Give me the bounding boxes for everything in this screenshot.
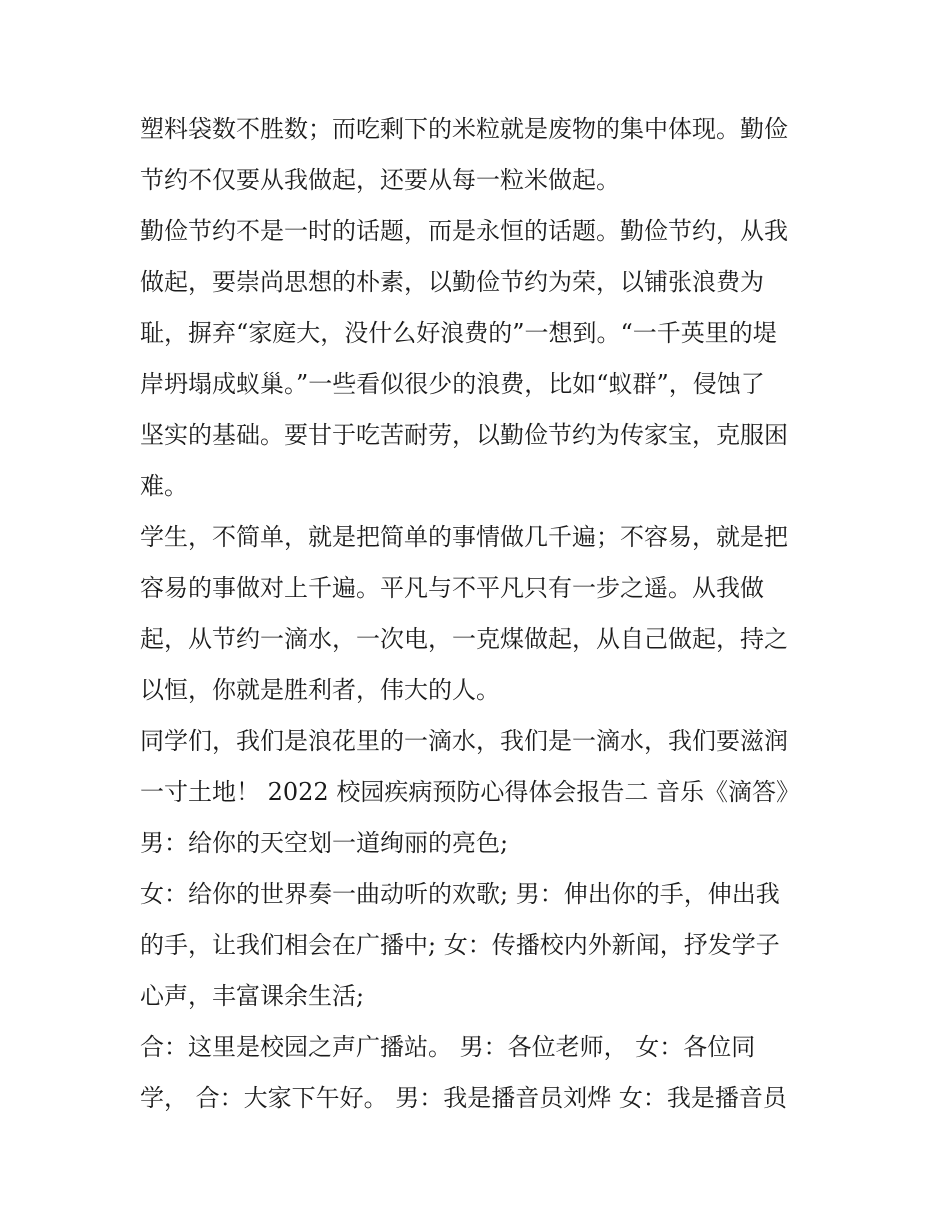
text-line: 容易的事做对上千遍。平凡与不平凡只有一步之遥。从我做 [140, 574, 764, 602]
text-line: 女：给你的世界奏一曲动听的欢歌; 男：伸出你的手，伸出我 [140, 880, 780, 908]
text-line: 同学们，我们是浪花里的一滴水，我们是一滴水，我们要滋润 [140, 727, 788, 755]
text-line: 塑料袋数不胜数；而吃剩下的米粒就是废物的集中体现。勤俭 [140, 115, 788, 143]
text-line: 勤俭节约不是一时的话题，而是永恒的话题。勤俭节约，从我 [140, 217, 788, 245]
text-line: 心声，丰富课余生活; [140, 982, 365, 1010]
text-line: 合：这里是校园之声广播站。 男：各位老师， 女：各位同 [140, 1033, 756, 1061]
text-line: 耻，摒弃“家庭大，没什么好浪费的”一想到。“一千英里的堤 [140, 319, 777, 347]
text-line: 的手，让我们相会在广播中; 女：传播校内外新闻，抒发学子 [140, 931, 780, 959]
text-line: 学， 合：大家下午好。 男：我是播音员刘烨 女：我是播音员 [140, 1084, 787, 1112]
text-line: 节约不仅要从我做起，还要从每一粒米做起。 [140, 166, 620, 194]
text-line: 学生，不简单，就是把简单的事情做几千遍；不容易，就是把 [140, 523, 788, 551]
text-line: 起，从节约一滴水，一次电，一克煤做起，从自己做起，持之 [140, 625, 788, 653]
document-body [140, 104, 820, 1124]
text-line: 以恒，你就是胜利者，伟大的人。 [140, 676, 500, 704]
text-line: 一寸土地！ 2022 校园疾病预防心得体会报告二 音乐《滴答》 [140, 778, 800, 806]
text-line: 岸坍塌成蚁巢。”一些看似很少的浪费，比如“蚁群”，侵蚀了 [140, 370, 765, 398]
text-line: 难。 [140, 472, 188, 500]
text-line: 坚实的基础。要甘于吃苦耐劳，以勤俭节约为传家宝，克服困 [140, 421, 788, 449]
text-line: 男：给你的天空划一道绚丽的亮色; [140, 829, 509, 857]
text-line: 做起，要崇尚思想的朴素，以勤俭节约为荣，以铺张浪费为 [140, 268, 764, 296]
